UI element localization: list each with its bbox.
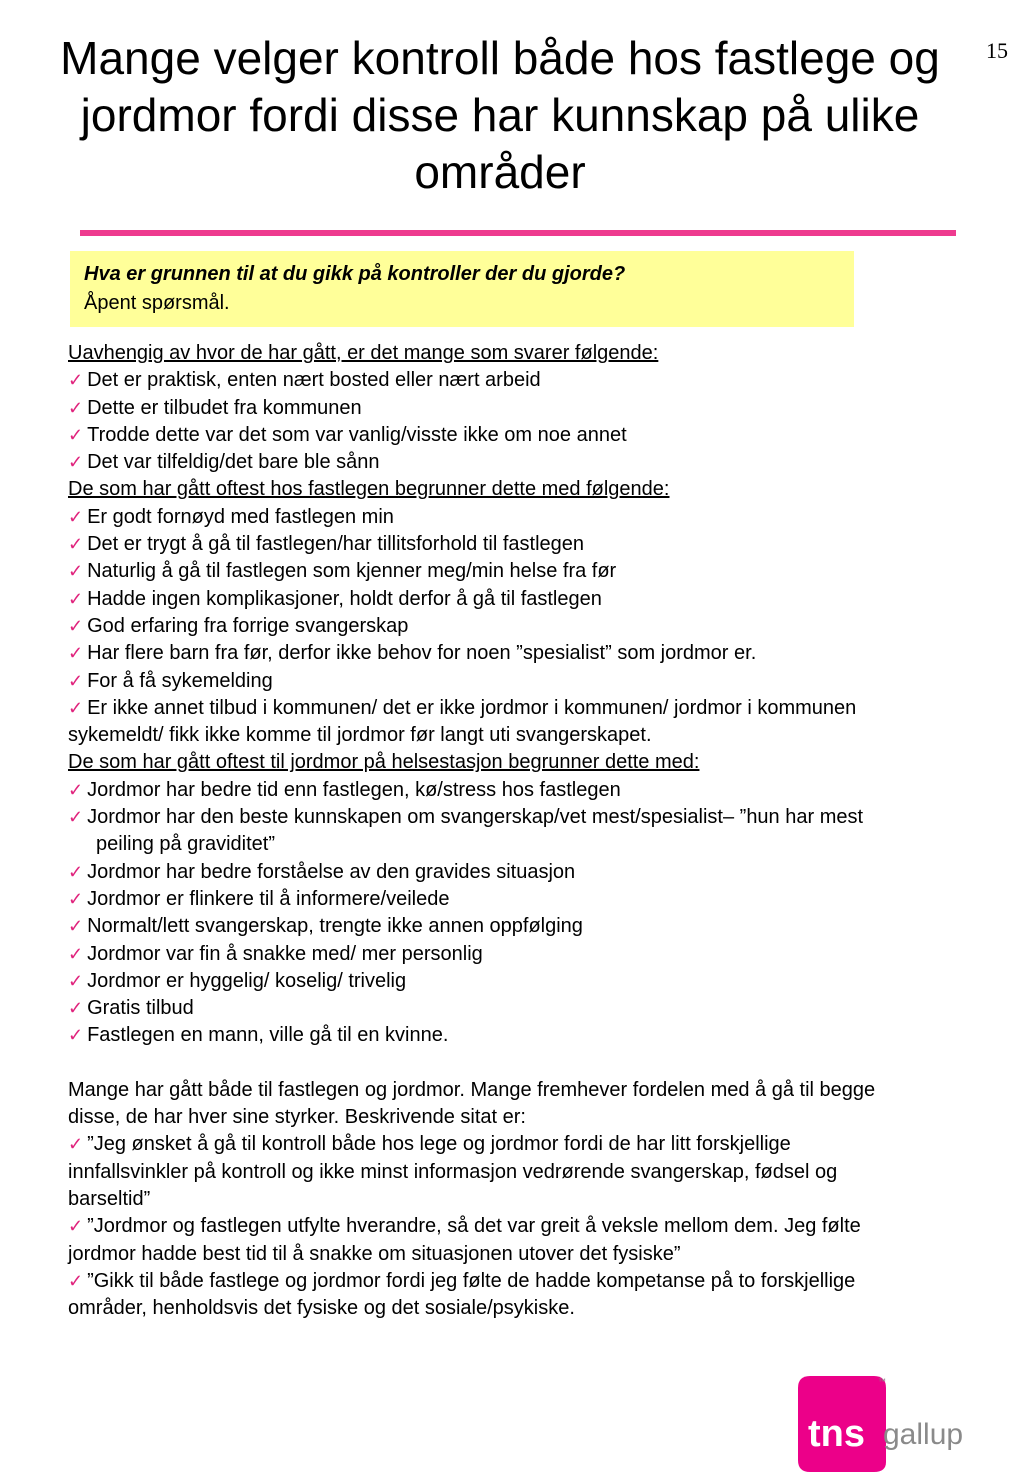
check-icon: ✓	[68, 370, 84, 391]
check-icon: ✓	[68, 1270, 84, 1291]
list-item: ✓ Hadde ingen komplikasjoner, holdt derfor å gå til fastlegen	[68, 587, 602, 610]
list-item: ✓ Jordmor var fin å snakke med/ mer personlig	[68, 942, 483, 965]
question-text: Hva er grunnen til at du gikk på kontroller der du gjorde?	[84, 263, 626, 285]
check-icon: ✓	[68, 861, 84, 882]
list-item: ✓ Naturlig å gå til fastlegen som kjenner meg/min helse fra før	[68, 560, 617, 583]
list-item: ✓ Er ikke annet tilbud i kommunen/ det er ikke jordmor i kommunen/ jordmor i kommunen sykemeldt/ fikk ikke komme til jordmor før langt uti svangerskapet.	[68, 696, 857, 747]
check-icon: ✓	[68, 561, 84, 582]
logo-tm: ™	[878, 1377, 886, 1386]
list-item: ✓ Jordmor er hyggelig/ koselig/ trivelig	[68, 969, 407, 992]
check-icon: ✓	[68, 943, 84, 964]
page-number: 15	[986, 38, 1008, 63]
tns-gallup-logo	[786, 1374, 966, 1474]
summary-text: Mange har gått både til fastlegen og jordmor. Mange fremhever fordelen med å gå til begge disse, de har hver sine styrker. Beskrivende sitat er:	[68, 1078, 876, 1129]
quotes-list	[68, 1131, 998, 1322]
quote-item: ✓ ”Jeg ønsket å gå til kontroll både hos lege og jordmor fordi de har litt forskjellige innfallsvinkler på kontroll og ikke minst informasjon vedrørende svangerskap, fødsel og barseltid”	[68, 1133, 838, 1210]
list-item: ✓ Er godt fornøyd med fastlegen min	[68, 505, 394, 528]
list-item: ✓ Normalt/lett svangerskap, trengte ikke annen oppfølging	[68, 915, 583, 938]
check-icon: ✓	[68, 615, 84, 636]
check-icon: ✓	[68, 697, 84, 718]
section3-heading: De som har gått oftest til jordmor på helsestasjon begrunner dette med:	[68, 751, 700, 774]
list-item: ✓ Har flere barn fra før, derfor ikke behov for noen ”spesialist” som jordmor er.	[68, 642, 757, 665]
check-icon: ✓	[68, 452, 84, 473]
list-item: ✓ Jordmor har bedre tid enn fastlegen, kø/stress hos fastlegen	[68, 778, 621, 801]
list-item: ✓ Det er trygt å gå til fastlegen/har tillitsforhold til fastlegen	[68, 533, 585, 556]
check-icon: ✓	[68, 888, 84, 909]
check-icon: ✓	[68, 643, 84, 664]
list-item: ✓ Jordmor har bedre forståelse av den gravides situasjon	[68, 860, 576, 883]
check-icon: ✓	[68, 424, 84, 445]
question-box	[70, 251, 854, 327]
check-icon: ✓	[68, 506, 84, 527]
check-icon: ✓	[68, 588, 84, 609]
list-item: ✓ Jordmor er flinkere til å informere/veilede	[68, 887, 450, 910]
check-icon: ✓	[68, 916, 84, 937]
list-item: ✓ Det er praktisk, enten nært bosted eller nært arbeid	[68, 369, 541, 392]
check-icon: ✓	[68, 670, 84, 691]
check-icon: ✓	[68, 1134, 84, 1155]
check-icon: ✓	[68, 807, 84, 828]
spacer	[68, 1050, 998, 1077]
list-item: ✓ Fastlegen en mann, ville gå til en kvinne.	[68, 1024, 449, 1047]
check-icon: ✓	[68, 1025, 84, 1046]
list-item: ✓ Gratis tilbud	[68, 997, 194, 1020]
page-title: Mange velger kontroll både hos fastlege og jordmor fordi disse har kunnskap på ulike områder	[60, 32, 940, 198]
logo-brand: tns	[808, 1413, 865, 1455]
section3-list	[68, 777, 998, 1050]
section1-heading: Uavhengig av hvor de har gått, er det mange som svarer følgende:	[68, 342, 659, 364]
logo-sub: gallup	[883, 1418, 964, 1451]
check-icon: ✓	[68, 534, 84, 555]
list-item: ✓ Det var tilfeldig/det bare ble sånn	[68, 451, 380, 474]
list-item: ✓ Trodde dette var det som var vanlig/visste ikke om noe annet	[68, 423, 627, 446]
list-item: ✓ God erfaring fra forrige svangerskap	[68, 614, 409, 637]
list-item: ✓ Jordmor har den beste kunnskapen om svangerskap/vet mest/spesialist– ”hun har mest peiling på graviditet”	[68, 806, 864, 856]
check-icon: ✓	[68, 1216, 84, 1237]
list-item: ✓ Dette er tilbudet fra kommunen	[68, 396, 362, 419]
check-icon: ✓	[68, 970, 84, 991]
check-icon: ✓	[68, 779, 84, 800]
question-type: Åpent spørsmål.	[84, 292, 230, 314]
quote-item: ✓ ”Jordmor og fastlegen utfylte hverandre, så det var greit å veksle mellom dem. Jeg følte jordmor hadde best tid til å snakke om situasjonen utover det fysiske”	[68, 1215, 861, 1265]
check-icon: ✓	[68, 998, 84, 1019]
quote-item: ✓ ”Gikk til både fastlege og jordmor fordi jeg følte de hadde kompetanse på to forskjellige områder, henholdsvis det fysiske og det sosiale/psykiske.	[68, 1269, 856, 1320]
title-divider	[80, 230, 956, 236]
section1-list	[68, 367, 998, 476]
check-icon: ✓	[68, 397, 84, 418]
section2-heading: De som har gått oftest hos fastlegen begrunner dette med følgende:	[68, 478, 670, 501]
section2-list	[68, 504, 998, 750]
content	[68, 340, 998, 1322]
list-item: ✓ For å få sykemelding	[68, 669, 273, 692]
